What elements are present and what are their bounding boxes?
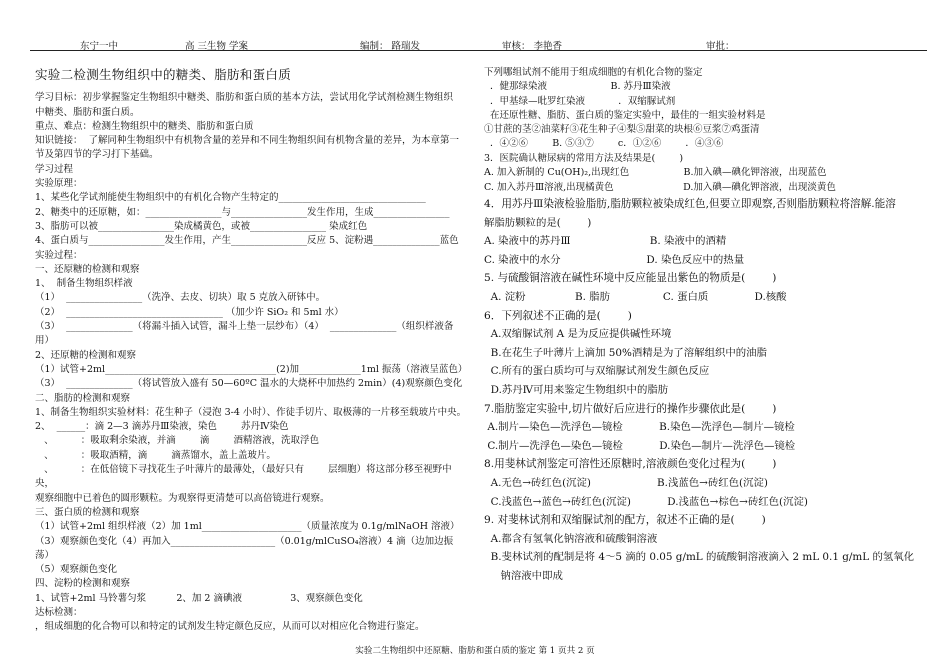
answer-option: C. 染液中的水分 D. 染色反应中的热量: [484, 253, 745, 266]
answer-option: A.无色→砖红色(沉淀) B.浅蓝色→砖红色(沉淀): [484, 476, 768, 489]
page-title: 实验二检测生物组织中的糖类、脂肪和蛋白质: [35, 67, 292, 82]
answer-option: C.所有的蛋白质均可与双缩脲试剂发生颜色反应: [484, 365, 710, 378]
question-stem: 4．用苏丹Ⅲ染液检验脂肪,脂肪颗粒被染成红色,但要立即观察,否则脂肪颗粒将溶解.能溶: [484, 198, 896, 211]
answer-option: D.苏丹Ⅳ可用来鉴定生物组织中的脂肪: [484, 384, 669, 397]
text-line: 1、试管+2ml 马铃薯匀浆 2、加 2 滴碘液 3、观察颜色变化: [35, 592, 363, 604]
question-line: ①甘蔗的茎②油菜籽③花生种子④梨⑤甜菜的块根⑥豆浆⑦鸡蛋清: [484, 124, 760, 136]
answer-option: 解脂肪颗粒的是( ): [484, 216, 592, 229]
answer-option: A. 加入新制的 Cu(OH)₂,出现红色 B.加入碘—碘化钾溶液，出现蓝色: [484, 167, 827, 179]
right-questions: [484, 152, 924, 586]
question-stem: 8.用斐林试剂鉴定可溶性还原糖时,溶液颜色变化过程为( ): [484, 458, 777, 471]
text-line: 2、 ______：滴 2—3 滴苏丹Ⅲ染液，染色 苏丹Ⅳ染色: [35, 421, 289, 433]
text-line: 三、蛋白质的检测和观察: [35, 506, 140, 518]
text-line: 学习过程: [35, 163, 74, 175]
page-footer: 实验二生物组织中还原糖、脂肪和蛋白质的鉴定 第 1 页共 2 页: [355, 646, 595, 656]
question-line: 下列哪组试剂不能用于组成细胞的有机化合物的鉴定: [484, 67, 703, 78]
text-line: 达标检测：: [35, 606, 83, 618]
text-line: 1、某些化学试剂能使生物组织中的有机化合物产生特定的_______________________________: [35, 192, 426, 204]
header-grade: 高 三生物 学案: [185, 41, 249, 52]
text-line: （3） ______________（将漏斗插入试管，漏斗上垫一层纱布）（4） ______________（组织样液备用）: [35, 321, 454, 347]
text-line: （1）试管+2ml____________________________________(2)加_____________1ml 振荡（溶液呈蓝色）: [35, 363, 468, 375]
text-line: 观察细胞中已着色的圆形颗粒。为观察得更清楚可以高倍镜进行观察。: [35, 492, 330, 504]
answer-option: C.制片—洗浮色—染色—镜检 D.染色—制片—洗浮色—镜检: [484, 439, 796, 452]
text-line: 实验原理：: [35, 178, 83, 190]
question-stem: 7.脂肪鉴定实验中,切片做好后应进行的操作步骤依此是( ): [484, 402, 777, 415]
question-stem: 5. 与硫酸铜溶液在碱性环境中反应能显出紫色的物质是( ): [484, 272, 777, 285]
text-line: 中糖类、脂肪和蛋白质。: [35, 106, 140, 118]
right-column: [484, 66, 924, 586]
question-block: [484, 511, 924, 585]
left-body: [35, 91, 467, 634]
question-block: [484, 269, 924, 306]
text-line: 3、脂肪可以被________________染成橘黄色，或被________________ 染成红色: [35, 220, 368, 232]
header-school: 东宁一中: [80, 41, 119, 52]
text-line: （1）试管+2ml 组织样液（2）加 1ml_____________________（质量浓度为 0.1g/mlNaOH 溶液）: [35, 521, 460, 533]
question-stem: 3．医院确认糖尿病的常用方法及结果是( ): [484, 152, 684, 164]
text-line: （5）观察颜色变化: [35, 564, 118, 576]
text-line: 重点、难点：检测生物组织中的糖类、脂肪和蛋白质: [35, 120, 254, 132]
answer-option: A.制片—染色—洗浮色—镜检 B.染色—洗浮色—制片—镜检: [484, 421, 795, 434]
question-block: [484, 455, 924, 511]
question-line: ．④②⑥ B. ⑤③⑦ c．①②⑥ ．④③⑥: [484, 138, 724, 150]
answer-option: A.都含有氢氧化钠溶液和硫酸铜溶液: [484, 532, 658, 545]
text-line: 实验过程：: [35, 249, 83, 261]
answer-option: A. 淀粉 B. 脂肪 C. 蛋白质 D.核酸: [484, 291, 787, 304]
text-line: （1） ________________（洗净、去皮、切块）取 5 克放入研钵中。: [35, 292, 326, 304]
question-line: ．甲基绿—吡罗红染液 ．双缩脲试剂: [484, 95, 676, 107]
text-line: ，组成细胞的化合物可以和特定的试剂发生特定颜色反应，从而可以对相应化合物进行鉴定。: [35, 621, 425, 633]
question-line: 在还原性糖、脂肪、蛋白质的鉴定实验中，最佳的一组实验材料是: [484, 109, 766, 121]
question-block: [484, 195, 924, 269]
text-line: 、 ：吸取酒精，滴 滴蒸馏水，盖上盖玻片。: [35, 449, 276, 461]
text-line: （2） _________________________________ （加少许 SiO₂ 和 5ml 水）: [35, 306, 344, 318]
text-line: 节及第四节的学习打下基础。: [35, 149, 159, 161]
question-stem: 9. 对斐林试剂和双缩脲试剂的配方，叙述不正确的是( ): [484, 514, 766, 527]
text-line: 4、蛋白质与________________发生作用，产生________________反应 5、淀粉遇______________蓝色: [35, 235, 459, 247]
question-line: ．健那绿染液 B. 苏丹Ⅲ染液: [484, 81, 671, 93]
text-line: 一、还原糖的检测和观察: [35, 263, 140, 275]
text-line: 1、制备生物组织实验材料：花生种子（浸泡 3-4 小时）、作徒手切片、取极薄的一片移至载玻片中央。: [35, 406, 467, 418]
answer-option: C. 加入苏丹Ⅲ溶液,出现橘黄色 D.加入碘—碘化钾溶液，出现淡黄色: [484, 181, 836, 193]
text-line: 知识链接： 了解同种生物组织中有机物含量的差异和不同生物组织间有机物含量的差异，为本章第一: [35, 135, 460, 147]
text-line: 、 ：在低倍镜下寻找花生子叶薄片的最薄处，（最好只有 层细胞）将这部分移至视野中央，: [35, 464, 452, 490]
text-line: 学习目标：初步掌握鉴定生物组织中糖类、脂肪和蛋白质的基本方法，尝试用化学试剂检测生物组织: [35, 92, 454, 104]
left-column: [35, 66, 467, 635]
text-line: 1、 制备生物组织样液: [35, 278, 133, 290]
question-block: [484, 152, 924, 195]
header-reviewer: 审核： 李艳香: [502, 41, 563, 52]
answer-option: B.斐林试剂的配制是将 4～5 滴的 0.05 g/mL 的硫酸铜溶液滴入 2 mL 0.1 g/mL 的氢氧化: [484, 551, 915, 564]
header-divider: [30, 50, 927, 51]
answer-option: A.双缩脲试剂 A 是为反应提供碱性环境: [484, 328, 672, 341]
header-approval: 审批：: [706, 41, 735, 52]
text-line: 2、糖类中的还原糖，如：________________与________________发生作用，生成________________: [35, 206, 450, 218]
text-line: 二、脂肪的检测和观察: [35, 392, 131, 404]
text-line: （3） ______________（将试管放入盛有 50—60ºC 温水的大烧杯中加热约 2min）(4)观察颜色变化: [35, 378, 463, 390]
question-stem: 6．下列叙述不正确的是( ): [484, 309, 632, 322]
answer-option: C.浅蓝色→蓝色→砖红色(沉淀) D.浅蓝色→棕色→砖红色(沉淀): [484, 495, 808, 508]
answer-option: B.在花生子叶薄片上滴加 50%酒精是为了溶解组织中的油脂: [484, 346, 767, 359]
text-line: （3）观察颜色变化（4）再加入______________________（0.01g/mlCuSO₄溶液）4 滴（边加边振荡）: [35, 535, 454, 561]
header-editor: 编制： 路瑞发: [360, 41, 421, 52]
text-line: 四、淀粉的检测和观察: [35, 578, 131, 590]
answer-option: 钠溶液中即成: [484, 569, 563, 582]
answer-option: A. 染液中的苏丹Ⅲ B. 染液中的酒精: [484, 235, 727, 248]
right-top-questions: [484, 66, 924, 152]
question-block: [484, 400, 924, 456]
question-block: [484, 307, 924, 400]
text-line: 、 ：吸取剩余染液，并滴 滴 酒精溶液，洗取浮色: [35, 435, 320, 447]
text-line: 2、还原糖的检测和观察: [35, 349, 137, 361]
